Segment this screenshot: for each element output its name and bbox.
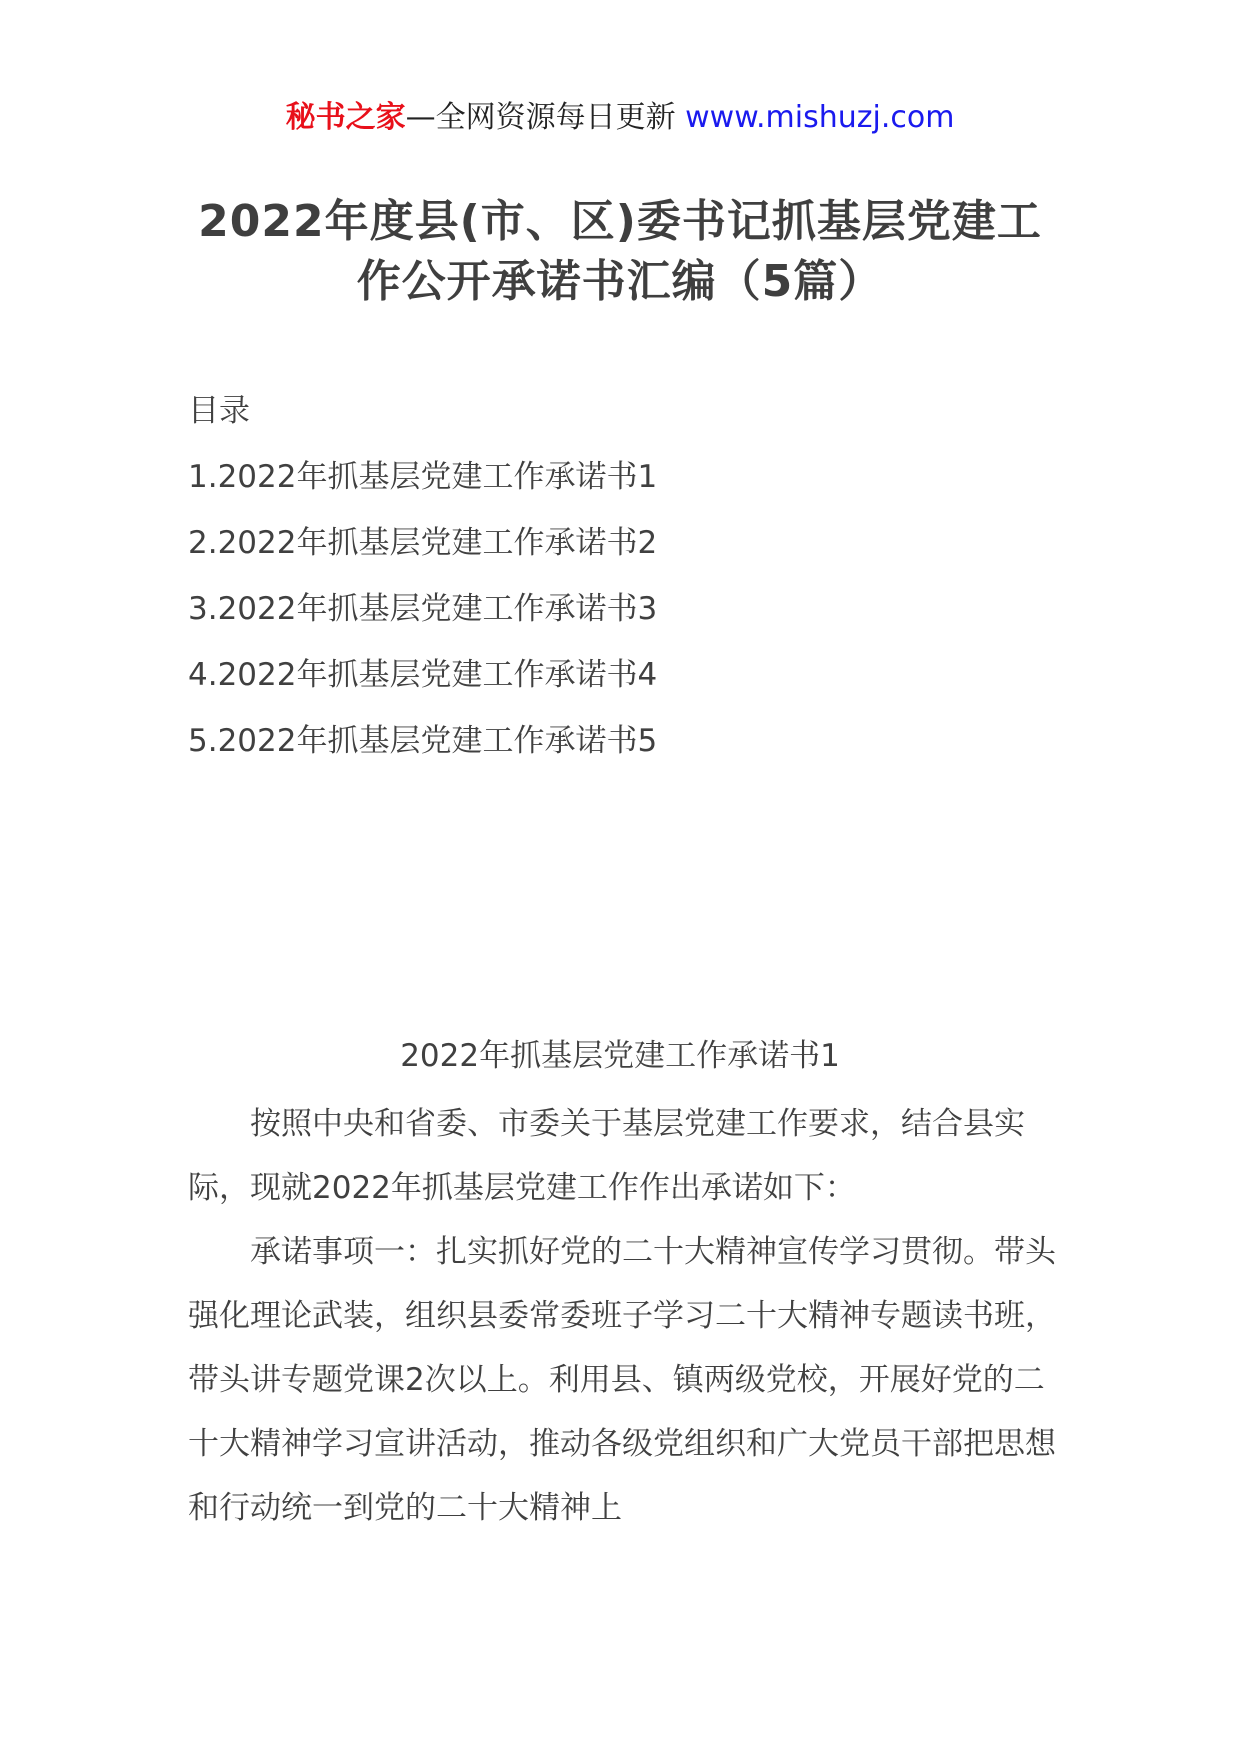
site-url-link[interactable]: www.mishuzj.com: [685, 100, 955, 135]
toc-item[interactable]: 1.2022年抓基层党建工作承诺书1: [188, 459, 658, 495]
toc-heading: 目录: [188, 393, 250, 429]
toc-item[interactable]: 3.2022年抓基层党建工作承诺书3: [188, 591, 658, 627]
header-tagline: —全网资源每日更新: [405, 100, 686, 135]
body-paragraph: 按照中央和省委、市委关于基层党建工作要求，结合县实际，现就2022年抓基层党建工作作出承诺如下：: [188, 1106, 1025, 1206]
toc-item[interactable]: 5.2022年抓基层党建工作承诺书5: [188, 723, 658, 759]
section-title: 2022年抓基层党建工作承诺书1: [400, 1038, 840, 1074]
table-of-contents: [188, 378, 1088, 774]
brand-name: 秘书之家: [285, 100, 406, 135]
toc-item[interactable]: 4.2022年抓基层党建工作承诺书4: [188, 657, 658, 693]
site-header: [0, 98, 1240, 138]
section-body: [188, 1092, 1060, 1540]
toc-item[interactable]: 2.2022年抓基层党建工作承诺书2: [188, 525, 658, 561]
body-paragraph: 承诺事项一：扎实抓好党的二十大精神宣传学习贯彻。带头强化理论武装，组织县委常委班子学习二十大精神专题读书班，带头讲专题党课2次以上。利用县、镇两级党校，开展好党的二十大精神学习宣讲活动，推动各级党组织和广大党员干部把思想和行动统一到党的二十大精神上: [188, 1234, 1056, 1526]
document-title: 2022年度县(市、区)委书记抓基层党建工作公开承诺书汇编（5篇）: [198, 196, 1042, 307]
